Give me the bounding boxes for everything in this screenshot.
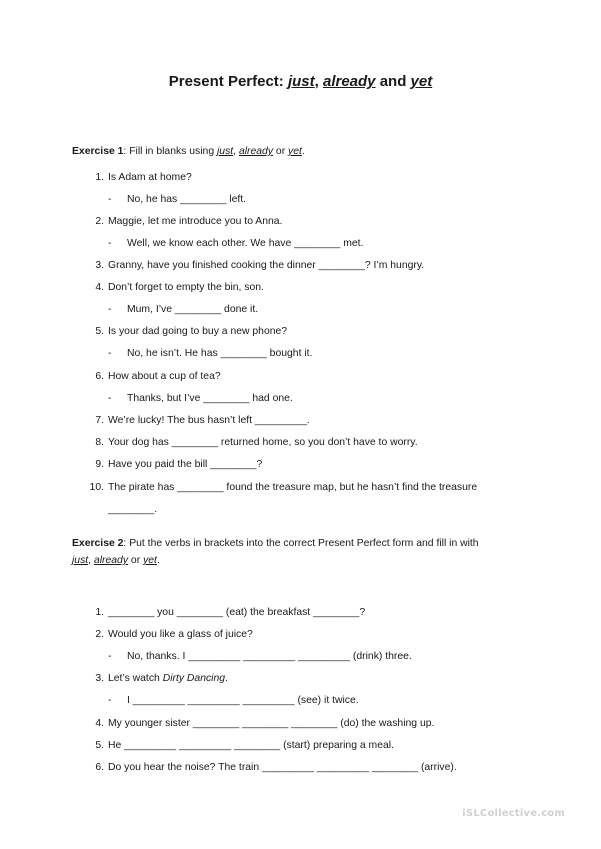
title-word-yet: yet (410, 73, 433, 90)
movie-title: Dirty Dancing (162, 673, 226, 684)
item-number: 3. (95, 260, 104, 271)
item-number: 4. (95, 282, 104, 293)
item-number: 5. (95, 740, 104, 751)
exercise2-word-just: just (72, 555, 89, 566)
exercise1-label: Exercise 1 (72, 146, 124, 157)
dash: - (108, 393, 112, 404)
item-number: 1. (95, 607, 104, 618)
exercise1-word-already: already (238, 146, 274, 157)
title-sep: , (314, 73, 323, 90)
exercise1-instruction: : Fill in blanks using (123, 146, 217, 157)
item-text: How about a cup of tea? (108, 371, 221, 382)
item-text: ________ you ________ (eat) the breakfast ________? (108, 607, 366, 618)
dash: - (108, 348, 112, 359)
exercise1-word-yet: yet (288, 146, 302, 157)
dash: - (108, 194, 112, 205)
page-title (0, 73, 601, 90)
title-prefix: Present Perfect: (168, 73, 288, 90)
exercise2-instruction: : Put the verbs in brackets into the correct Present Perfect form and fill in with (123, 538, 479, 549)
item-text: My younger sister ________ ________ ________ (do) the washing up. (108, 718, 435, 729)
subitem-text: Thanks, but I’ve ________ had one. (127, 393, 293, 404)
dash: - (108, 651, 112, 662)
item-text: We’re lucky! The bus hasn’t left _________. (108, 415, 310, 426)
exercise2-heading (72, 535, 479, 552)
dash: - (108, 304, 112, 315)
exercise1-heading (72, 143, 305, 160)
exercise1-sep: or (273, 146, 289, 157)
title-sep: and (375, 73, 411, 90)
item-text-pre: Let’s watch (108, 673, 163, 684)
item-number: 6. (95, 762, 104, 773)
item-text: Your dog has ________ returned home, so you don’t have to worry. (108, 437, 418, 448)
dash: - (108, 238, 112, 249)
exercise2-word-yet: yet (143, 555, 157, 566)
item-number: 1. (95, 172, 104, 183)
subitem-text: I _________ _________ _________ (see) it twice. (127, 695, 359, 706)
exercise2-end: . (156, 555, 160, 566)
subitem-text: Well, we know each other. We have ________ met. (127, 238, 364, 249)
item-number: 2. (95, 629, 104, 640)
item-number: 2. (95, 216, 104, 227)
exercise1-sep: , (233, 146, 239, 157)
item-text: Have you paid the bill ________? (108, 459, 263, 470)
item-text: Granny, have you finished cooking the dinner ________? I’m hungry. (108, 260, 425, 271)
item-text: Would you like a glass of juice? (108, 629, 253, 640)
item-number: 10. (89, 482, 104, 493)
item-text-post: . (225, 673, 228, 684)
item-text: Is your dad going to buy a new phone? (108, 326, 288, 337)
item-number: 5. (95, 326, 104, 337)
item-text: Maggie, let me introduce you to Anna. (108, 216, 283, 227)
subitem-text: No, he has ________ left. (127, 194, 247, 205)
item-number: 6. (95, 371, 104, 382)
item-text: Do you hear the noise? The train _________ _________ ________ (arrive). (108, 762, 457, 773)
title-word-already: already (322, 73, 376, 90)
title-word-just: just (287, 73, 315, 90)
item-text: Is Adam at home? (108, 172, 192, 183)
item-number: 4. (95, 718, 104, 729)
subitem-text: Mum, I’ve ________ done it. (127, 304, 259, 315)
dash: - (108, 695, 112, 706)
item-text: He _________ _________ ________ (start) preparing a meal. (108, 740, 394, 751)
watermark: iSLCollective.com (462, 808, 565, 819)
exercise2-sep: , (88, 555, 94, 566)
subitem-text: No, he isn’t. He has ________ bought it. (127, 348, 313, 359)
exercise2-label: Exercise 2 (72, 538, 124, 549)
subitem-text: No, thanks. I _________ _________ _________ (drink) three. (127, 651, 412, 662)
exercise2-word-already: already (93, 555, 129, 566)
item-text: Don’t forget to empty the bin, son. (108, 282, 264, 293)
item-number: 9. (95, 459, 104, 470)
item-number: 3. (95, 673, 104, 684)
exercise2-heading-line2 (72, 552, 160, 569)
exercise1-word-just: just (216, 146, 234, 157)
exercise2-sep: or (128, 555, 144, 566)
item-text-continued: ________. (108, 504, 158, 515)
item-text: The pirate has ________ found the treasure map, but he hasn’t find the treasure (108, 482, 478, 493)
item-number: 7. (95, 415, 104, 426)
item-text (108, 672, 228, 686)
item-number: 8. (95, 437, 104, 448)
exercise1-end: . (301, 146, 305, 157)
